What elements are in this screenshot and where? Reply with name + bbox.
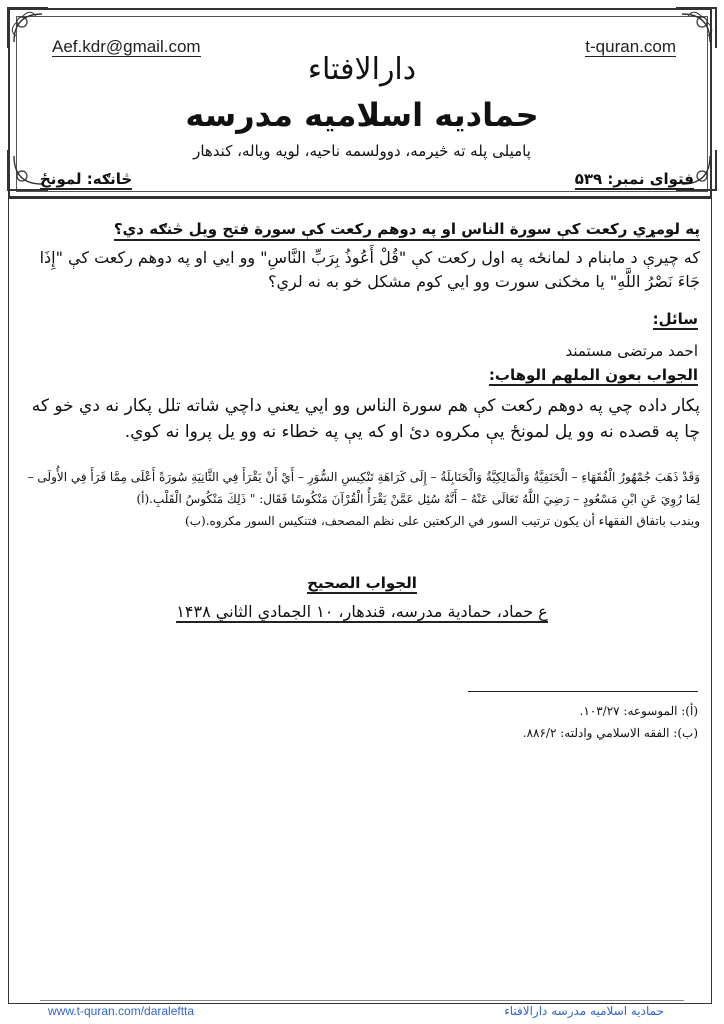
footnote-divider xyxy=(468,691,698,692)
category-label: څانګه: xyxy=(86,170,133,188)
corner-ornament-icon xyxy=(6,6,50,50)
madrasa-title: حمادیه اسلامیه مدرسه xyxy=(185,96,539,134)
arabic-citation-2: ويندب باتفاق الفقهاء أن يكون ترتيب السور في الركعتين على نظم المصحف، فتنكيس السور مكروه.(ب) xyxy=(185,514,700,528)
footer-name: حمادیه اسلامیه مدرسه دارالافتاء xyxy=(504,1004,664,1018)
category-value: لمونځ xyxy=(40,170,82,188)
question-heading: په لومړي رکعت کې سورة الناس او په دوهم رکعت کې سورة فتح ویل څنګه دي؟ xyxy=(24,220,700,238)
category xyxy=(40,170,132,190)
website-link[interactable]: t-quran.com xyxy=(585,37,676,56)
address-line: پامیلی پله ته څیرمه، دوولسمه ناحیه، لویه ویاله، کندهار xyxy=(193,142,531,160)
arabic-citation-1: وَقَدْ ذَهَبَ جُمْهُورُ الْفُقَهَاءِ – الْحَنَفِيَّةُ وَالْمَالِكِيَّةُ وَالْحَنَابِلَةُ – إِلَى كَرَاهَةِ تَنْكِيسِ السُّوَرِ – أَيْ أَنْ يَقْرَأَ فِي الثَّانِيَةِ سُورَةً أَعْلَى مِمَّا قَرَأَ فِي الأُولَى – لِمَا رُوِيَ عَنِ ابْنِ مَسْعُودٍ – رَضِيَ اللَّهُ تَعَالَى عَنْهُ – أَنَّهُ سُئِل عَمَّنْ يَقْرَأُ الْقُرْآنَ مَنْكُوسًا فَقَال: " ذَلِكَ مَنْكُوسُ الْقَلْبِ.(أ) xyxy=(27,470,700,506)
arabic-citation xyxy=(24,466,700,532)
correct-answer-label: الجواب الصحیح xyxy=(307,574,417,592)
question-body: که چیرې د مابنام د لمانځه په اول رکعت کې "قُلْ أَعُوذُ بِرَبِّ النَّاسِ" وو ایي او په دوهم رکعت کې "إِذَا جَاءَ نَصْرُ اللَّهِ" یا مخکنی سورت وو ایي کوم مشکل خو به نه لري؟ xyxy=(39,248,700,291)
corner-ornament-icon xyxy=(674,6,718,50)
footer-divider xyxy=(40,1000,684,1001)
footnote-2: (ب): الفقه الاسلامي وادلته: ۸۸۶/۲. xyxy=(522,726,698,740)
content-frame xyxy=(8,198,712,1004)
answer-heading: الجواب بعون الملهم الوهاب: xyxy=(488,366,698,384)
fatwa-number-value: ۵۳۹ xyxy=(574,170,603,188)
answer-body: پکار داده چي په دوهم رکعت کې هم سورة الناس وو ایي یعني داچي شاته تلل پکار نه دي خو که چا په قصده نه وو یل لمونځ یې مکروه دئ او که یې په خطاء نه وو یل پروا نه کوي. xyxy=(31,396,700,442)
signer-line: ع حماد، حمادیة مدرسه، قندهار، ۱۰ الجمادي الثاني ۱۴۳۸ xyxy=(176,602,548,621)
fatwa-number xyxy=(575,170,694,190)
asker-name: احمد مرتضی مستمند xyxy=(565,342,698,360)
footer-url-link[interactable]: www.t-quran.com/daraleftta xyxy=(48,1004,195,1018)
fatwa-number-label: فتوای نمبر: xyxy=(607,170,694,188)
email-link[interactable]: Aef.kdr@gmail.com xyxy=(52,37,201,56)
footnote-1: (أ): الموسوعه: ۱۰۳/۲۷. xyxy=(579,704,698,718)
dar-al-ifta-title: دارالافتاء xyxy=(307,52,417,87)
asker-label: سائل: xyxy=(652,310,698,328)
